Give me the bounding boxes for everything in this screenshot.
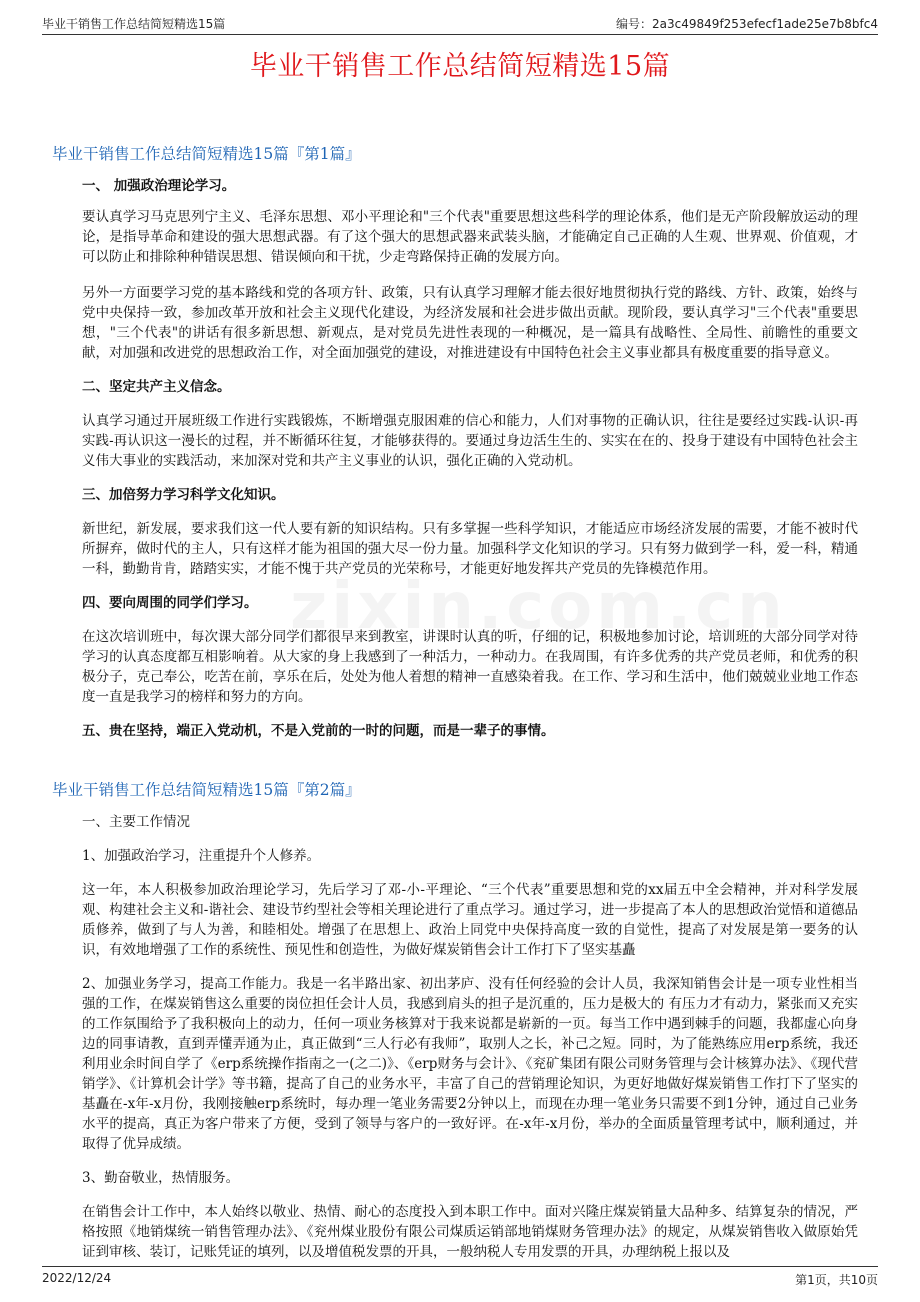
section-1 <box>52 143 858 741</box>
paragraph <box>82 207 858 267</box>
footer-page-number: 第1页，共10页 <box>795 1273 878 1287</box>
paragraph-text: 要认真学习马克思列宁主义、毛泽东思想、邓小平理论和"三个代表"重要思想这些科学的理论体系，他们是无产阶段解放运动的理论，是指导革命和建设的强大思想武器。有了这个强大的思想武器来武装头脑，才能确定自己正确的人生观、世界观、价值观，才可以防止和排除种种错误思想、错误倾向和干扰，少走弯路保持正确的发展方向。 <box>82 209 858 265</box>
paragraph-text: 这一年，本人积极参加政治理论学习，先后学习了邓-小-平理论、“三个代表”重要思想和党的xx届五中全会精神，并对科学发展观、构建社会主义和-谐社会、建设节约型社会等相关理论进行了重点学习。通过学习，进一步提高了本人的思想政治觉悟和道德品质修养，做到了与人为善，和睦相处。增强了在思想上、政治上同党中央保持高度一致的自觉性，提高了对发展是第一要务的认识，有效地增强了工作的系统性、预见性和创造性，为做好煤炭销售会计工作打下了坚实基矗 <box>82 882 858 958</box>
paragraph <box>82 880 858 960</box>
paragraph-text: 认真学习通过开展班级工作进行实践锻炼，不断增强克服困难的信心和能力，人们对事物的正确认识，往往是要经过实践-认识-再实践-再认识这一漫长的过程，并不断循环往复，才能够获得的。要通过身边活生生的、实实在在的、投身于建设有中国特色社会主义伟大事业的实践活动，来加深对党和共产主义事业的认识，强化正确的入党动机。 <box>82 413 858 469</box>
section-title: 毕业干销售工作总结简短精选15篇『第1篇』 <box>52 145 361 163</box>
section-title: 毕业干销售工作总结简短精选15篇『第2篇』 <box>52 781 361 799</box>
paragraph-text: 2、加强业务学习，提高工作能力。我是一名半路出家、初出茅庐、没有任何经验的会计人员，我深知销售会计是一项专业性相当强的工作，在煤炭销售这么重要的岗位担任会计人员，我感到肩头的担子是沉重的，压力是极大的 有压力才有动力，紧张而又充实的工作氛围给予了我积极向上的动力，任何一项业务核算对于我来说都是崭新的一页。每当工作中遇到棘手的问题，我都虚心向身边的同事请教，直到弄懂弄通为止，真正做到“三人行必有我师”，取别人之长，补己之短。同时，为了能熟练应用erp系统，我还利用业余时间自学了《erp系统操作指南之一(之二)》、《erp财务与会计》、《兖矿集团有限公司财务管理与会计核算办法》、《现代营销学》、《计算机会计学》等书籍，提高了自己的业务水平，丰富了自己的营销理论知识，为更好地做好煤炭销售工作打下了坚实的基矗在-x年-x月份，我刚接触erp系统时，每办理一笔业务需要2分钟以上，而现在办理一笔业务只需要不到1分钟，通过自己业务水平的提高，真正为客户带来了方便，受到了领导与客户的一致好评。在-x年-x月份，举办的全面质量管理考试中，顺利通过，并取得了优异成绩。 <box>82 976 858 1152</box>
paragraph <box>82 411 858 471</box>
section-heading: 四、要向周围的同学们学习。 <box>82 595 258 611</box>
section-2 <box>52 779 858 1262</box>
section-heading: 3、勤奋敬业，热情服务。 <box>82 1170 240 1186</box>
paragraph <box>82 1202 858 1262</box>
header-doc-title: 毕业干销售工作总结简短精选15篇 <box>42 17 226 31</box>
paragraph-text: 另外一方面要学习党的基本路线和党的各项方针、政策，只有认真学习理解才能去很好地贯彻执行党的路线、方针、政策，始终与党中央保持一致，参加改革开放和社会主义现代化建设，为经济发展和社会进步做出贡献。现阶段，要认真学习"三个代表"重要思想，"三个代表"的讲话有很多新思想、新观点，是对党员先进性表现的一种概况，是一篇具有战略性、全局性、前瞻性的重要文献，对加强和改进党的思想政治工作，对全面加强党的建设，对推进建设有中国特色社会主义事业都具有极度重要的指导意义。 <box>82 285 858 361</box>
document-body <box>52 143 858 1262</box>
paragraph <box>82 974 858 1154</box>
footer-date: 2022/12/24 <box>42 1271 112 1285</box>
document-title: 毕业干销售工作总结简短精选15篇 <box>249 51 671 82</box>
paragraph <box>82 519 858 579</box>
paragraph <box>82 283 858 363</box>
section-heading: 一、主要工作情况 <box>82 814 190 830</box>
paragraph-text: 在销售会计工作中，本人始终以敬业、热情、耐心的态度投入到本职工作中。面对兴隆庄煤炭销量大品种多、结算复杂的情况，严格按照《地销煤统一销售管理办法》、《兖州煤业股份有限公司煤质运销部地销煤财务管理办法》的规定，从煤炭销售收入做原始凭证到审核、装订，记账凭证的填列，以及增值税发票的开具，一般纳税人专用发票的开具，办理纳税上报以及 <box>82 1204 858 1260</box>
section-heading: 三、加倍努力学习科学文化知识。 <box>82 487 285 503</box>
page-footer <box>42 1266 878 1289</box>
section-heading: 1、加强政治学习，注重提升个人修养。 <box>82 848 321 864</box>
paragraph-text: 新世纪，新发展，要求我们这一代人要有新的知识结构。只有多掌握一些科学知识，才能适应市场经济发展的需要，才能不被时代所摒弃，做时代的主人，只有这样才能为祖国的强大尽一份力量。加强科学文化知识的学习。只有努力做到学一科，爱一科，精通一科，勤勤肯肯，踏踏实实，才能不愧于共产党员的光荣称号，才能更好地发挥共产党员的先锋模范作用。 <box>82 521 858 577</box>
header-doc-id: 编号：2a3c49849f253efecf1ade25e7b8bfc4 <box>616 17 878 31</box>
section-heading: 二、坚定共产主义信念。 <box>82 379 231 395</box>
section-heading: 五、贵在坚持，端正入党动机，不是入党前的一时的问题，而是一辈子的事情。 <box>82 723 555 739</box>
paragraph <box>82 627 858 707</box>
paragraph-text: 在这次培训班中，每次课大部分同学们都很早来到教室，讲课时认真的听，仔细的记，积极地参加讨论，培训班的大部分同学对待学习的认真态度都互相影响着。从大家的身上我感到了一种活力，一种动力。在我周围，有许多优秀的共产党员老师，和优秀的积极分子，克己奉公，吃苦在前，享乐在后，处处为他人着想的精神一直感染着我。在工作、学习和生活中，他们兢兢业业地工作态度一直是我学习的榜样和努力的方向。 <box>82 629 858 705</box>
section-heading: 一、 加强政治理论学习。 <box>82 178 236 194</box>
page-header <box>42 12 878 35</box>
